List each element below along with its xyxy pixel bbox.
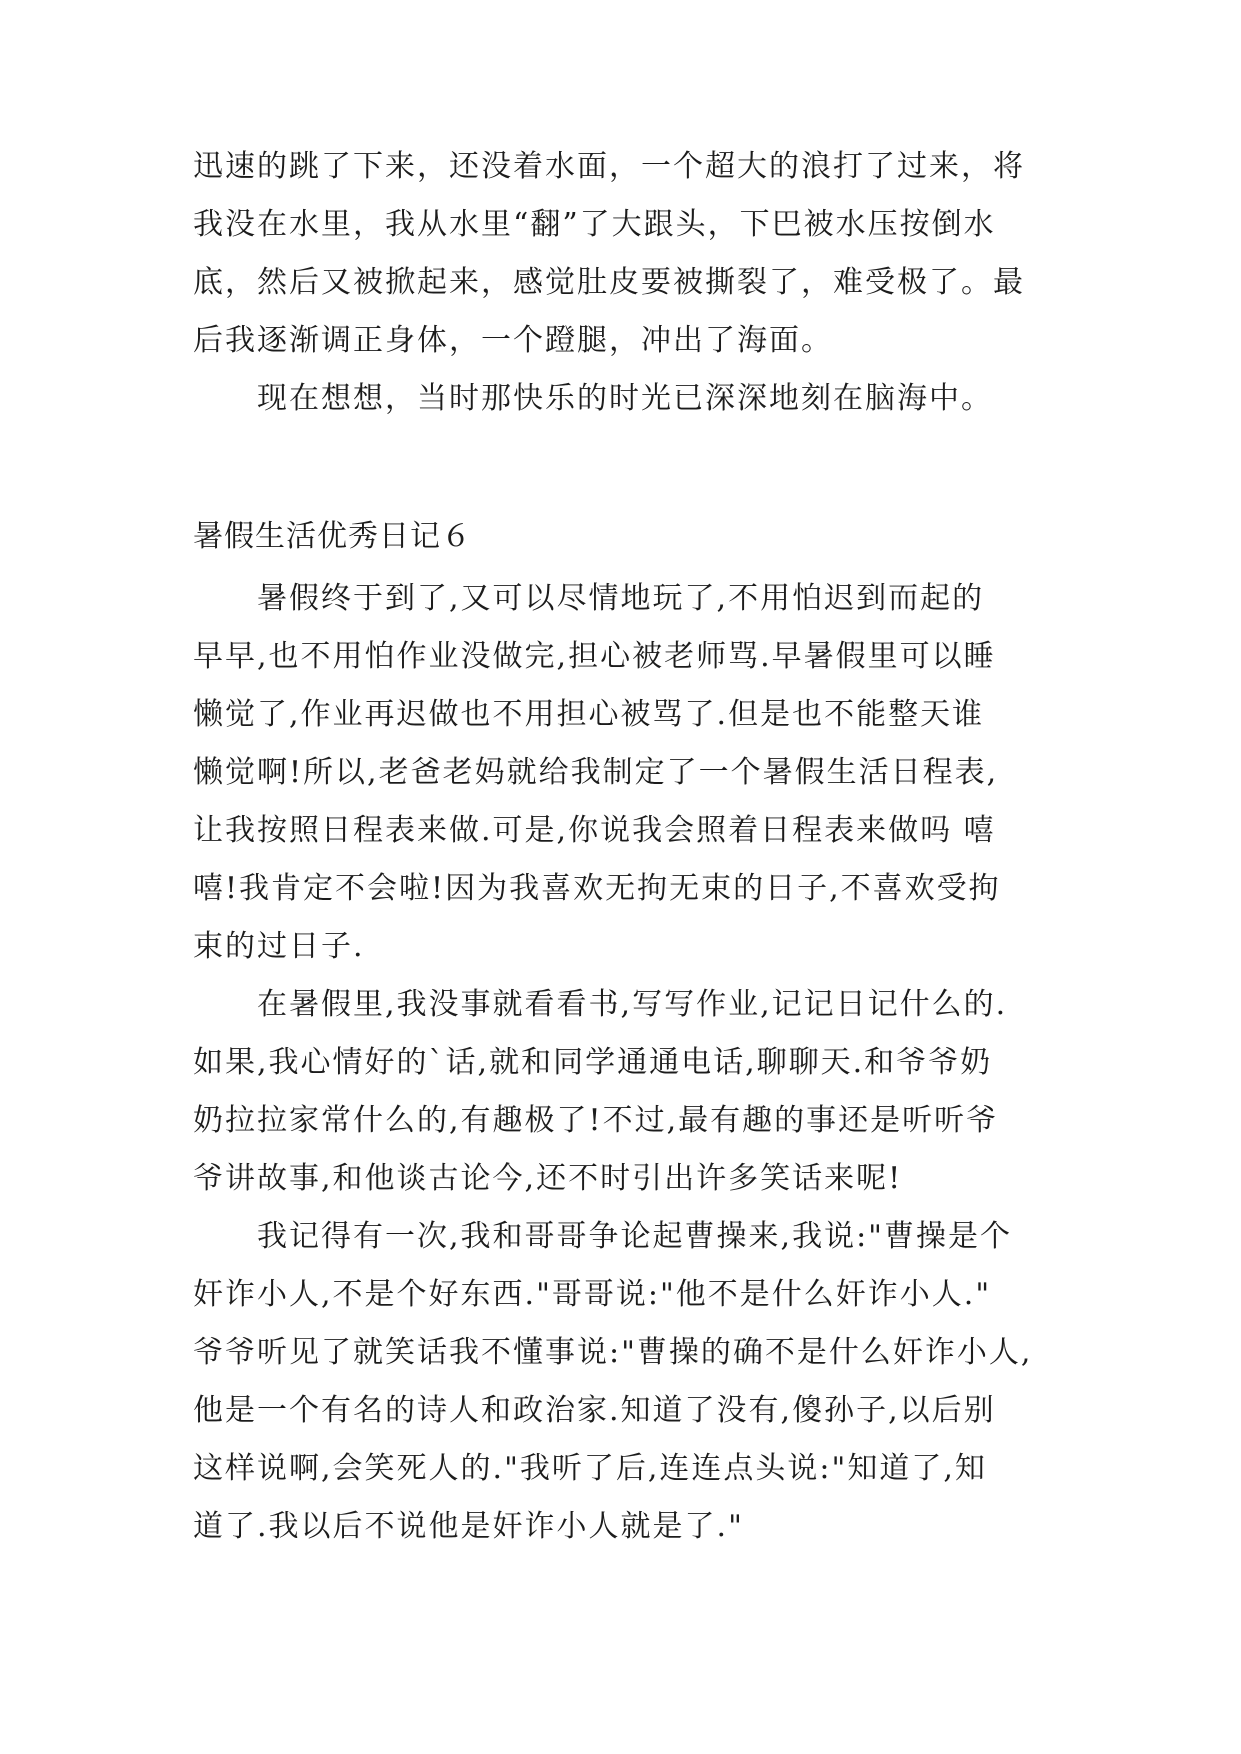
text-line: 懒觉了,作业再迟做也不用担心被骂了.但是也不能整天谁 bbox=[193, 697, 985, 732]
text-line: 道了.我以后不说他是奸诈小人就是了." bbox=[193, 1509, 744, 1544]
text-line: 迅速的跳了下来，还没着水面，一个超大的浪打了过来，将 bbox=[193, 149, 1025, 184]
text-line: 在暑假里,我没事就看看书,写写作业,记记日记什么的. bbox=[257, 987, 1008, 1022]
text-line: 嘻!我肯定不会啦!因为我喜欢无拘无束的日子,不喜欢受拘 bbox=[193, 871, 1001, 906]
text-line: 让我按照日程表来做.可是,你说我会照着日程表来做吗 嘻 bbox=[193, 813, 996, 848]
text-line: 奸诈小人,不是个好东西."哥哥说:"他不是什么奸诈小人." bbox=[193, 1277, 992, 1312]
text-line: 爷爷听见了就笑话我不懂事说:"曹操的确不是什么奸诈小人, bbox=[193, 1335, 1033, 1370]
paragraph-1 bbox=[193, 570, 1053, 976]
text-line: 我没在水里，我从水里“翻”了大跟头，下巴被水压按倒水 bbox=[193, 207, 996, 242]
text-line: 我记得有一次,我和哥哥争论起曹操来,我说:"曹操是个 bbox=[257, 1219, 1012, 1254]
paragraph-top bbox=[193, 138, 1053, 370]
text-line: 现在想想，当时那快乐的时光已深深地刻在脑海中。 bbox=[257, 381, 993, 416]
text-line: 这样说啊,会笑死人的."我听了后,连连点头说:"知道了,知 bbox=[193, 1451, 987, 1486]
paragraph-3 bbox=[193, 1208, 1053, 1556]
text-line: 底，然后又被掀起来，感觉肚皮要被撕裂了，难受极了。最 bbox=[193, 265, 1025, 300]
paragraph-2 bbox=[193, 976, 1053, 1208]
text-line: 如果,我心情好的`话,就和同学通通电话,聊聊天.和爷爷奶 bbox=[193, 1045, 993, 1080]
text-line: 懒觉啊!所以,老爸老妈就给我制定了一个暑假生活日程表, bbox=[193, 755, 999, 790]
text-line: 束的过日子. bbox=[193, 929, 365, 964]
text-line: 早早,也不用怕作业没做完,担心被老师骂.早暑假里可以睡 bbox=[193, 639, 996, 674]
text-line: 暑假终于到了,又可以尽情地玩了,不用怕迟到而起的 bbox=[257, 581, 985, 616]
text-line: 爷讲故事,和他谈古论今,还不时引出许多笑话来呢! bbox=[193, 1161, 903, 1196]
section-heading: 暑假生活优秀日记６ bbox=[193, 519, 472, 554]
text-line: 他是一个有名的诗人和政治家.知道了没有,傻孙子,以后别 bbox=[193, 1393, 996, 1428]
paragraph-closing bbox=[193, 370, 1053, 428]
text-line: 后我逐渐调正身体，一个蹬腿，冲出了海面。 bbox=[193, 323, 833, 358]
text-line: 奶拉拉家常什么的,有趣极了!不过,最有趣的事还是听听爷 bbox=[193, 1103, 999, 1138]
